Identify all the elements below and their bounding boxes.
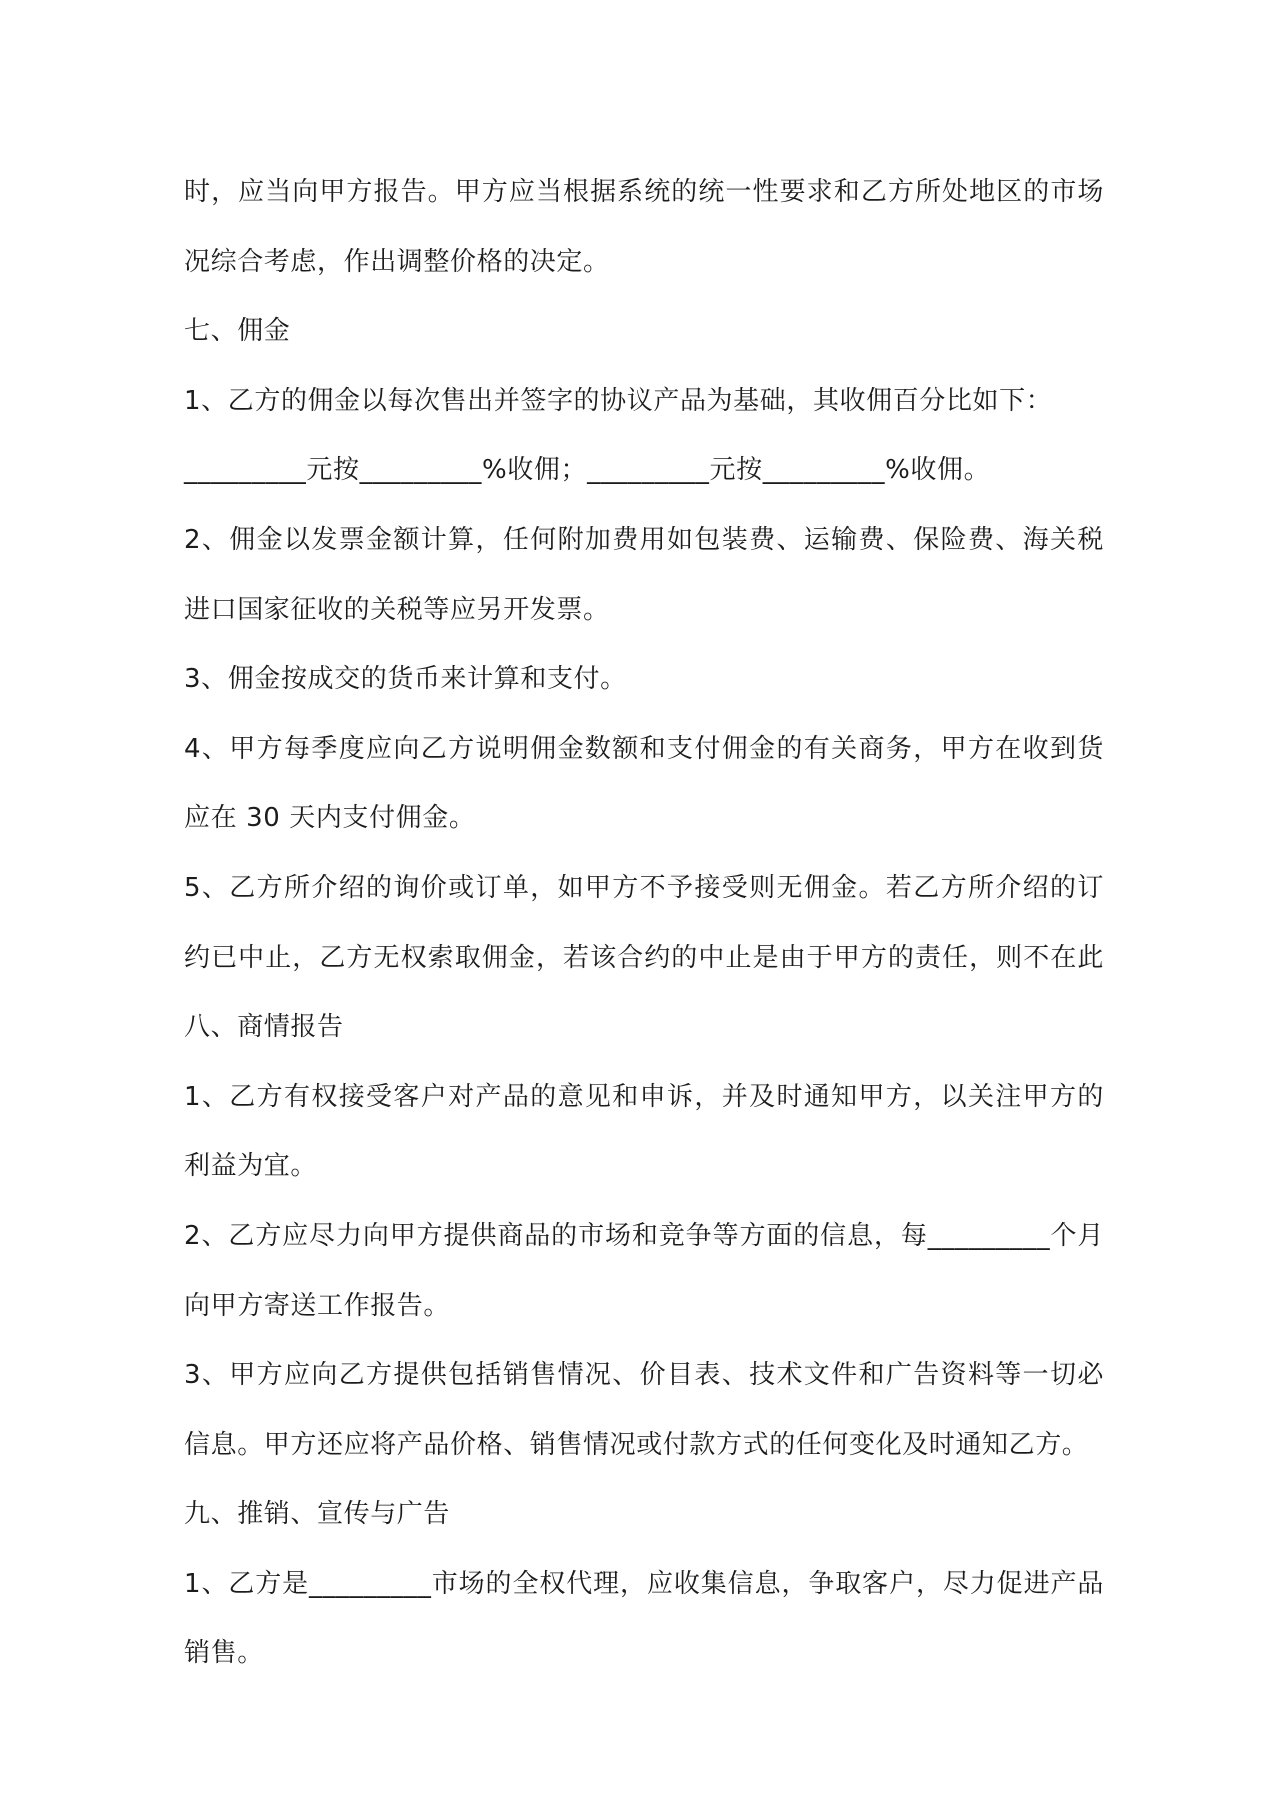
section-heading: 七、佣金: [184, 316, 291, 347]
text-line: 1、乙方的佣金以每次售出并签字的协议产品为基础，其收佣百分比如下：: [184, 385, 1053, 416]
text-line: 时，应当向甲方报告。甲方应当根据系统的统一性要求和乙方所处地区的市场: [184, 177, 1104, 207]
text-line: _________元按_________%收佣；_________元按_________%收佣。: [184, 455, 991, 486]
text-line: 4、甲方每季度应向乙方说明佣金数额和支付佣金的有关商务，甲方在收到货: [184, 733, 1104, 764]
section-heading: 九、推销、宣传与广告: [184, 1499, 451, 1530]
document-body: [184, 158, 1104, 1689]
text-line: 约已中止，乙方无权索取佣金，若该合约的中止是由于甲方的责任，则不在此: [184, 942, 1104, 973]
text-line: 1、乙方是_________市场的全权代理，应收集信息，争取客户，尽力促进产品: [184, 1568, 1104, 1599]
text-line: 5、乙方所介绍的询价或订单，如甲方不予接受则无佣金。若乙方所介绍的订: [184, 872, 1104, 903]
text-line: 进口国家征收的关税等应另开发票。: [184, 594, 610, 625]
text-line: 应在 30 天内支付佣金。: [184, 803, 476, 834]
text-line: 况综合考虑，作出调整价格的决定。: [184, 246, 610, 277]
text-line: 销售。: [184, 1638, 264, 1669]
text-line: 2、佣金以发票金额计算，任何附加费用如包装费、运输费、保险费、海关税: [184, 524, 1104, 555]
text-line: 向甲方寄送工作报告。: [184, 1290, 451, 1321]
text-line: 3、佣金按成交的货币来计算和支付。: [184, 664, 627, 695]
section-heading: 八、商情报告: [184, 1012, 344, 1043]
text-line: 利益为宜。: [184, 1151, 318, 1182]
text-line: 1、乙方有权接受客户对产品的意见和申诉，并及时通知甲方，以关注甲方的: [184, 1081, 1104, 1112]
text-line: 信息。甲方还应将产品价格、销售情况或付款方式的任何变化及时通知乙方。: [184, 1429, 1089, 1460]
text-line: 3、甲方应向乙方提供包括销售情况、价目表、技术文件和广告资料等一切必: [184, 1360, 1104, 1391]
text-line: 2、乙方应尽力向甲方提供商品的市场和竞争等方面的信息，每_________个月: [184, 1220, 1104, 1251]
